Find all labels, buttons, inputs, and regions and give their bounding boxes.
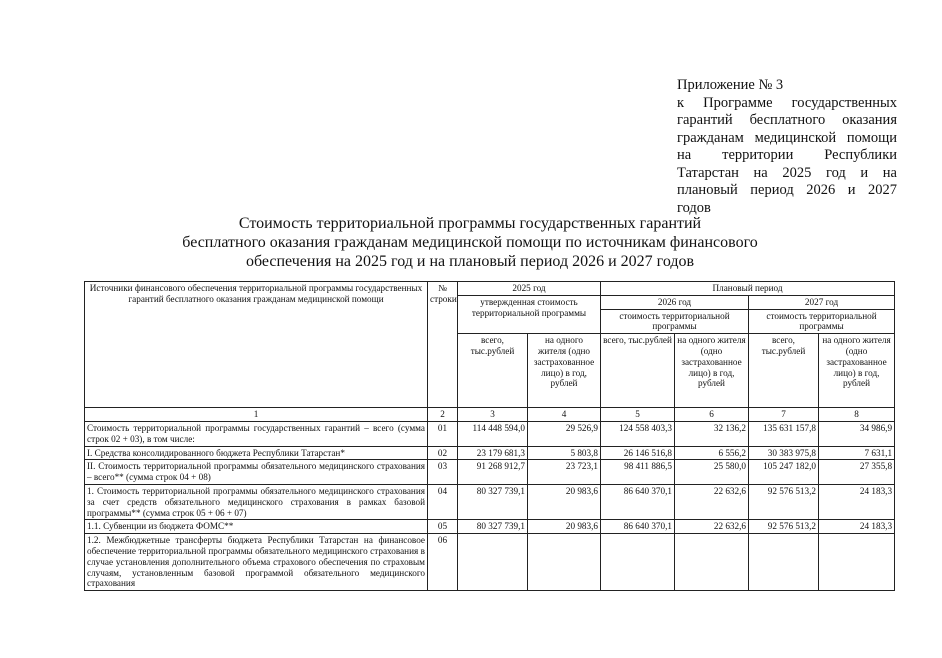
cell-total-2026: 124 558 403,3 [601,421,675,446]
column-number: 2 [428,408,458,422]
cell-per-capita-2025: 23 723,1 [528,460,601,485]
cell-per-capita-2027: 7 631,1 [819,446,895,460]
table-row [85,446,895,460]
cell-total-2027 [749,534,819,591]
row-label: 1.2. Межбюджетные трансферты бюджета Республики Татарстан на финансовое обеспечение территориальной программы обязательного медицинского страхования в случае установления дополнительного объема страхового обеспечения по страховым случаям, установленным базовой программой обязательного медицинского страхования [85,534,428,591]
column-number-row [85,408,895,422]
header-year-2025: 2025 год [458,282,601,296]
cell-per-capita-2026 [675,534,749,591]
cell-per-capita-2027: 34 986,9 [819,421,895,446]
cell-total-2027: 105 247 182,0 [749,460,819,485]
cell-total-2025: 80 327 739,1 [458,520,528,534]
cell-per-capita-2025: 20 983,6 [528,520,601,534]
cell-total-2025: 23 179 681,3 [458,446,528,460]
row-label: 1. Стоимость территориальной программы обязательного медицинского страхования за счет средств обязательного медицинского страхования в рамках базовой программы** (сумма строк 05 + 06 + 07) [85,484,428,519]
header-total-2026: всего, тыс.рублей [601,334,675,408]
header-per-capita-2026: на одного жителя (одно застрахованное лицо) в год, рублей [675,334,749,408]
column-number: 1 [85,408,428,422]
header-year-2027: 2027 год [749,295,895,309]
header-total-2027: всего, тыс.рублей [749,334,819,408]
cell-per-capita-2025: 20 983,6 [528,484,601,519]
column-number: 7 [749,408,819,422]
cell-total-2025: 114 448 594,0 [458,421,528,446]
header-cost-2027: стоимость территориальной программы [749,309,895,334]
cell-total-2026: 98 411 886,5 [601,460,675,485]
cell-total-2027: 92 576 513,2 [749,520,819,534]
header-per-capita-2025: на одного жителя (одно застрахованное лицо) в год, рублей [528,334,601,408]
cell-total-2027: 135 631 157,8 [749,421,819,446]
cell-total-2025 [458,534,528,591]
cell-total-2026: 26 146 516,8 [601,446,675,460]
cell-per-capita-2027: 24 183,3 [819,484,895,519]
document-title-line-1: Стоимость территориальной программы государственных гарантий [238,215,702,232]
document-title-line-3: обеспечения на 2025 год и на плановый период 2026 и 2027 годов [245,253,695,270]
appendix-title: Приложение № 3 [677,77,784,93]
cell-total-2025: 80 327 739,1 [458,484,528,519]
row-label: 1.1. Субвенции из бюджета ФОМС** [85,520,428,534]
table-row [85,460,895,485]
cell-per-capita-2025 [528,534,601,591]
row-label: I. Средства консолидированного бюджета Республики Татарстан* [85,446,428,460]
row-code: 03 [428,460,458,485]
header-year-2026: 2026 год [601,295,749,309]
row-code: 06 [428,534,458,591]
cell-per-capita-2026: 22 632,6 [675,520,749,534]
cell-per-capita-2026: 6 556,2 [675,446,749,460]
column-number: 4 [528,408,601,422]
table-row [85,421,895,446]
column-number: 6 [675,408,749,422]
header-per-capita-2027: на одного жителя (одно застрахованное лицо) в год, рублей [819,334,895,408]
appendix-text: к Программе государственных гарантий бесплатного оказания гражданам медицинской помощи на территории Республики Татарстан на 2025 год и на плановый период 2026 и 2027 годов [677,94,897,216]
document-title [120,214,820,271]
table-row [85,520,895,534]
header-cost-2026: стоимость территориальной программы [601,309,749,334]
header-sources: Источники финансового обеспечения территориальной программы государственных гарантий бесплатного оказания гражданам медицинской помощи [85,282,428,408]
header-total-2025: всего, тыс.рублей [458,334,528,408]
cell-per-capita-2027: 27 355,8 [819,460,895,485]
table-row [85,484,895,519]
row-code: 04 [428,484,458,519]
cell-per-capita-2026: 25 580,0 [675,460,749,485]
row-label: Стоимость территориальной программы государственных гарантий – всего (сумма строк 02 + 03), в том числе: [85,421,428,446]
row-code: 05 [428,520,458,534]
cell-total-2026: 86 640 370,1 [601,484,675,519]
column-number: 8 [819,408,895,422]
table-row [85,534,895,591]
column-number: 3 [458,408,528,422]
cell-total-2027: 92 576 513,2 [749,484,819,519]
cell-total-2027: 30 383 975,8 [749,446,819,460]
cell-per-capita-2027: 24 183,3 [819,520,895,534]
cell-per-capita-2025: 29 526,9 [528,421,601,446]
row-label: II. Стоимость территориальной программы обязательного медицинского страхования – всего** (сумма строк 04 + 08) [85,460,428,485]
financing-table [84,281,895,591]
cell-per-capita-2025: 5 803,8 [528,446,601,460]
header-planned-period: Плановый период [601,282,895,296]
cell-total-2026 [601,534,675,591]
column-number: 5 [601,408,675,422]
appendix-block [677,77,897,217]
cell-total-2026: 86 640 370,1 [601,520,675,534]
row-code: 01 [428,421,458,446]
row-code: 02 [428,446,458,460]
cell-per-capita-2026: 32 136,2 [675,421,749,446]
header-row-1 [85,282,895,296]
header-row-number: № строки [428,282,458,408]
document-title-line-2: бесплатного оказания гражданам медицинской помощи по источникам финансового [182,234,758,251]
cell-total-2025: 91 268 912,7 [458,460,528,485]
header-approved-cost: утвержденная стоимость территориальной программы [458,295,601,333]
cell-per-capita-2027 [819,534,895,591]
cell-per-capita-2026: 22 632,6 [675,484,749,519]
